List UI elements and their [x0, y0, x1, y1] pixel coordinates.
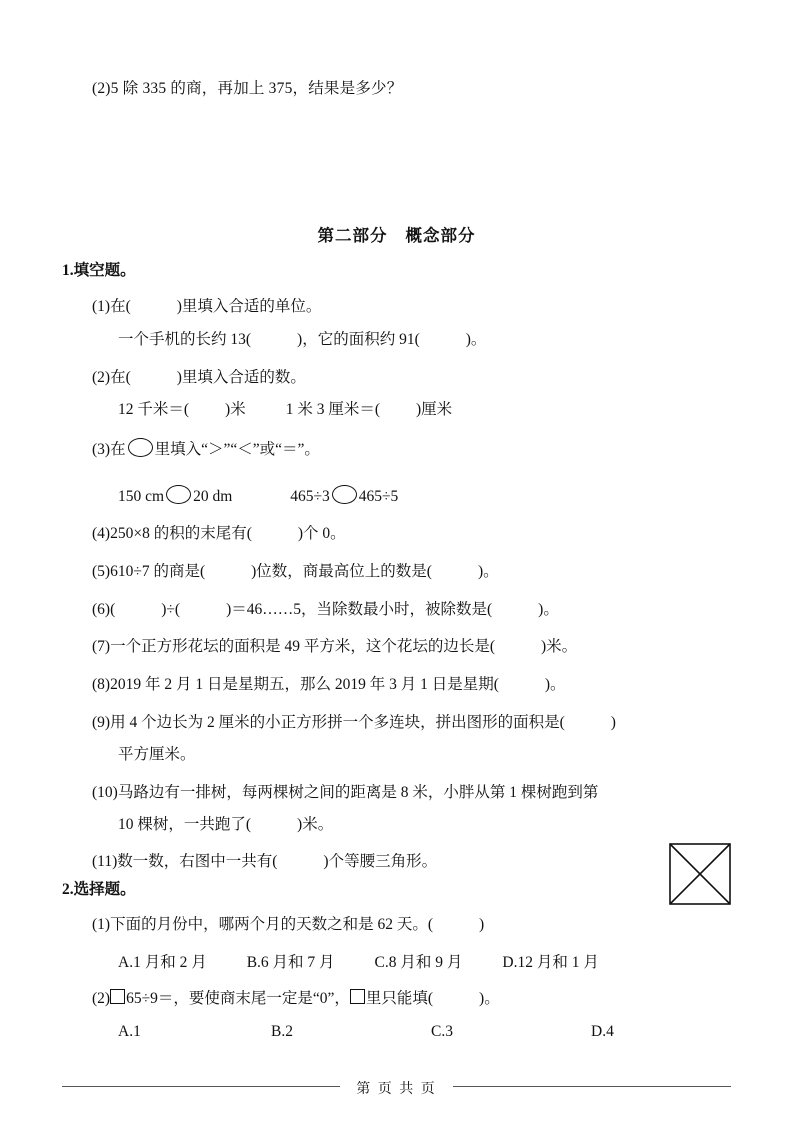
fill-q9: [92, 713, 616, 734]
choice-q2-option-b[interactable]: B.2: [271, 1023, 293, 1040]
fill-q10-sub-b: )米。: [297, 816, 334, 833]
fill-q10-sub-a: 10 棵树，一共跑了(: [118, 816, 252, 833]
block-number: 1.: [62, 262, 74, 279]
fill-q3-sub-b: 20 dm: [193, 488, 233, 505]
fill-q1: [92, 297, 321, 318]
fill-q7-text-a: (7)一个正方形花坛的面积是 49 平方米，这个花坛的边长是(: [92, 638, 495, 655]
choice-q2-text-a: 65÷9＝，要使商末尾一定是“0”，: [126, 990, 350, 1007]
fill-q1-sub-b: )，它的面积约 91(: [297, 331, 420, 348]
fill-q11-text-a: (11)数一数，右图中一共有(: [92, 853, 278, 870]
fill-q3-sub-d: 465÷5: [358, 488, 399, 505]
choice-q1-text-a: (1)下面的月份中，哪两个月的天数之和是 62 天。(: [92, 916, 433, 933]
block-label: 填空题。: [73, 262, 136, 279]
fill-q1-sub-a: 一个手机的长约 13(: [118, 331, 252, 348]
fill-q3-sub: [118, 485, 398, 508]
circle-blank-icon: [332, 485, 357, 504]
fill-q4-text-a: (4)250×8 的积的末尾有(: [92, 525, 252, 542]
fill-q11-text-b: )个等腰三角形。: [323, 853, 438, 870]
choice-q1-option-a[interactable]: A.1 月和 2 月: [118, 954, 207, 971]
empty-box-icon: [110, 989, 125, 1004]
fill-q9-text-a: (9)用 4 个边长为 2 厘米的小正方形拼一个多连块，拼出图形的面积是(: [92, 714, 565, 731]
fill-q2-sub-d: )厘米: [416, 401, 453, 418]
choice-q1-text-b: ): [479, 916, 485, 933]
fill-q2-sub: [118, 400, 452, 421]
fill-q2-text-a: (2)在(: [92, 369, 131, 386]
fill-q5: [92, 562, 499, 583]
fill-q5-text-a: (5)610÷7 的商是(: [92, 563, 206, 580]
fill-q2-text-b: )里填入合适的数。: [176, 369, 306, 386]
circle-blank-icon: [166, 485, 191, 504]
fill-q8-text-b: )。: [544, 676, 566, 693]
fill-q8: [92, 675, 566, 696]
fill-q4: [92, 524, 346, 545]
choice-q2-prefix: (2): [92, 990, 111, 1007]
empty-box-icon: [350, 989, 365, 1004]
fill-q3-text-a: (3)在: [92, 441, 126, 458]
choice-q1-option-b[interactable]: B.6 月和 7 月: [246, 954, 335, 971]
fill-q10-sub: [118, 815, 333, 836]
fill-q9-text-b: ): [610, 714, 616, 731]
fill-q10: (10)马路边有一排树，每两棵树之间的距离是 8 米，小胖从第 1 棵树跑到第: [92, 784, 599, 801]
block-heading-choice: [62, 877, 136, 899]
fill-q2: [92, 368, 306, 389]
choice-q1: [92, 915, 484, 936]
choice-q2-option-d[interactable]: D.4: [591, 1023, 614, 1040]
fill-q3-sub-c: 465÷3: [290, 488, 330, 505]
fill-q6-text-a: (6)(: [92, 601, 116, 618]
fill-q1-text-b: )里填入合适的单位。: [176, 298, 322, 315]
choice-q2-text-b: 里只能填(: [365, 990, 434, 1007]
fill-q7-text-b: )米。: [541, 638, 578, 655]
fill-q2-sub-a: 12 千米＝(: [118, 401, 190, 418]
fill-q2-sub-c: 1 米 3 厘米＝(: [285, 401, 381, 418]
section-name: 概念部分: [405, 226, 476, 245]
fill-q3-text-b: 里填入“＞”“＜”或“＝”。: [154, 441, 320, 458]
fill-q4-text-b: )个 0。: [297, 525, 346, 542]
fill-q5-text-b: )位数，商最高位上的数是(: [251, 563, 432, 580]
choice-q2-options: [118, 1023, 614, 1041]
block-number: 2.: [62, 881, 74, 898]
choice-q2-text-c: )。: [479, 990, 500, 1007]
fill-q3-sub-a: 150 cm: [118, 488, 165, 505]
square-with-diagonals-icon: [669, 843, 731, 905]
fill-q2-sub-b: )米: [225, 401, 246, 418]
fill-q1-text-a: (1)在(: [92, 298, 131, 315]
fill-q9-sub: 平方厘米。: [118, 746, 196, 763]
fill-q11: [92, 852, 437, 873]
block-heading-fill-in: [62, 258, 136, 280]
top-question: (2)5 除 335 的商，再加上 375，结果是多少？: [92, 80, 403, 97]
fill-q5-text-c: )。: [477, 563, 499, 580]
fill-q6: [92, 600, 559, 621]
choice-q1-option-d[interactable]: D.12 月和 1 月: [502, 954, 599, 971]
choice-q1-option-c[interactable]: C.8 月和 9 月: [374, 954, 463, 971]
circle-blank-icon: [128, 438, 153, 457]
fill-q6-text-d: )。: [538, 601, 559, 618]
fill-q7: [92, 637, 577, 658]
fill-q3: [92, 438, 320, 461]
footer-text: 第 页 共 页: [340, 1078, 453, 1098]
page-footer: [0, 1078, 793, 1098]
block-label: 选择题。: [73, 881, 136, 898]
section-title: [0, 222, 793, 246]
fill-q8-text-a: (8)2019 年 2 月 1 日是星期五，那么 2019 年 3 月 1 日是星期(: [92, 676, 499, 693]
fill-q1-sub: [118, 330, 486, 351]
choice-q2: [92, 989, 500, 1010]
choice-q1-options: [118, 950, 599, 972]
choice-q2-option-c[interactable]: C.3: [431, 1023, 453, 1040]
choice-q2-option-a[interactable]: A.1: [118, 1023, 141, 1040]
fill-q6-text-c: )＝46……5，当除数最小时，被除数是(: [226, 601, 493, 618]
fill-q1-sub-c: )。: [465, 331, 487, 348]
fill-q6-text-b: )÷(: [161, 601, 181, 618]
section-part: 第二部分: [317, 226, 388, 245]
